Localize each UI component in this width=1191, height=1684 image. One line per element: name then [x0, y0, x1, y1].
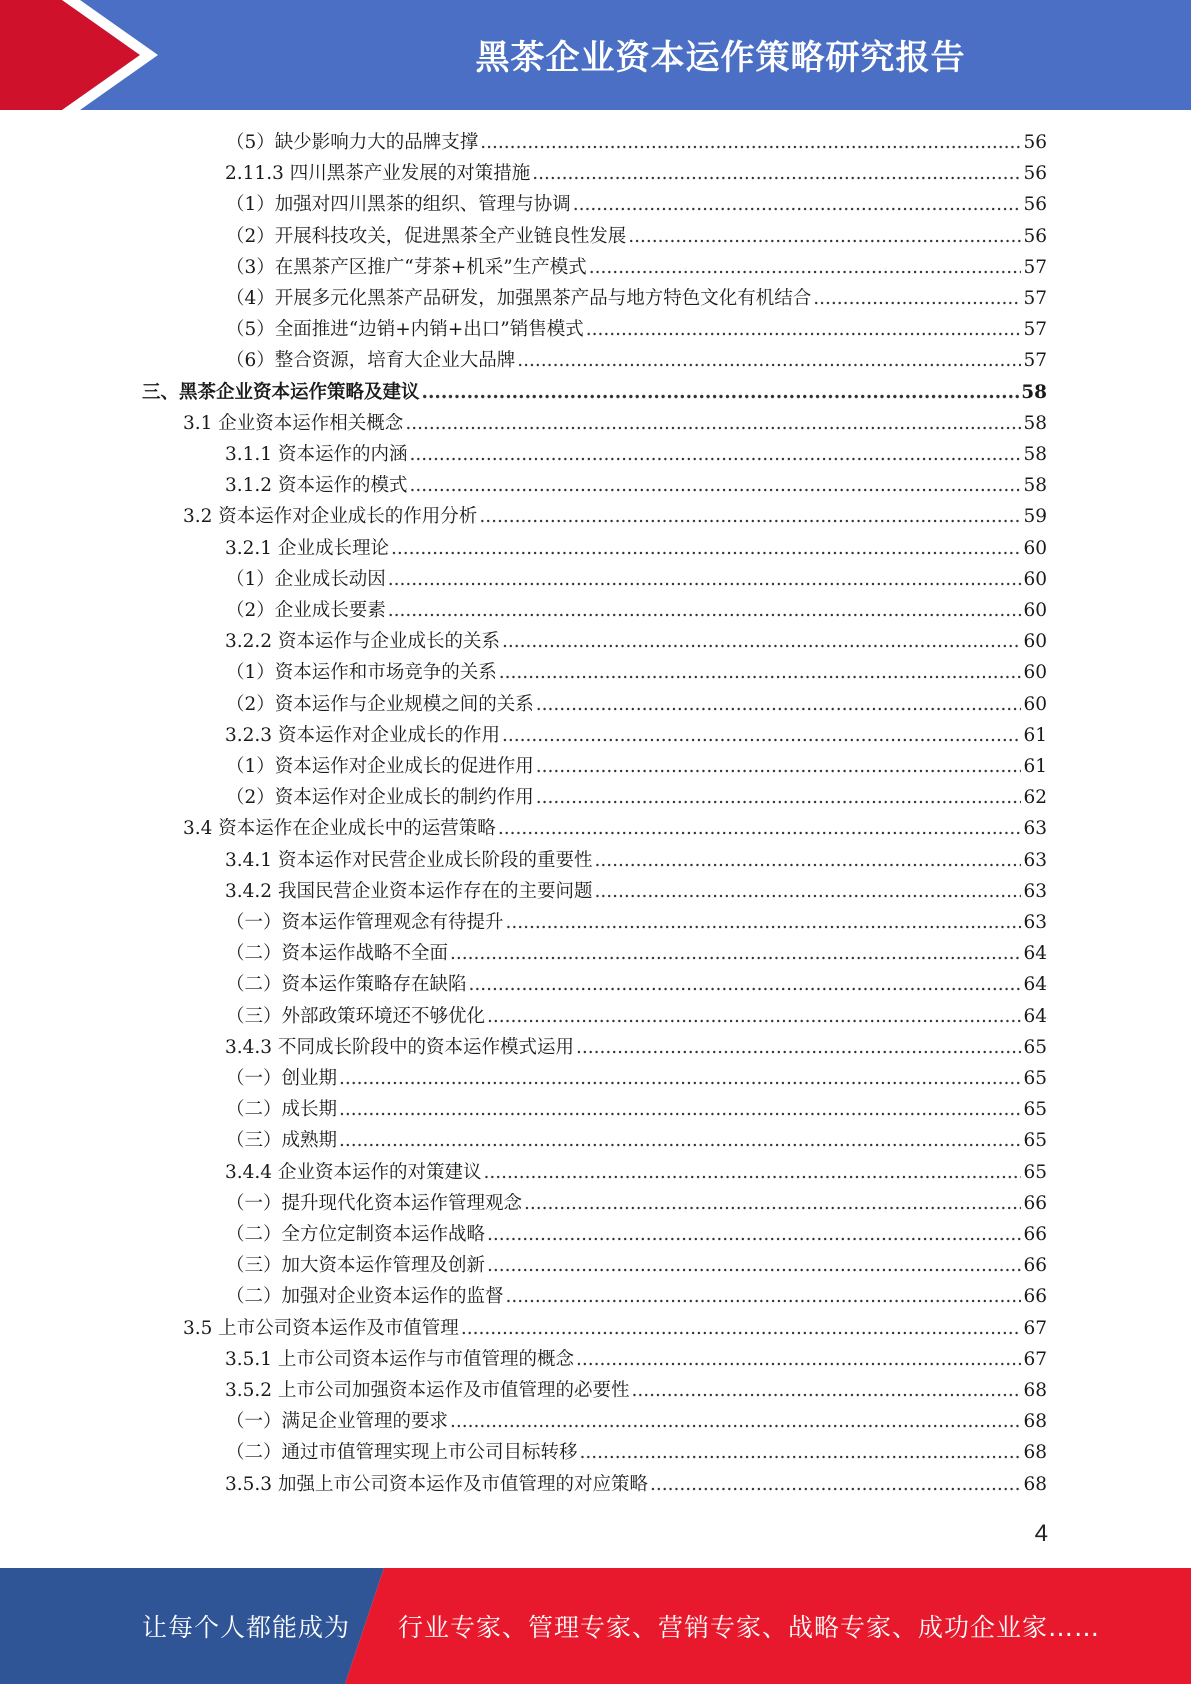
toc-entry[interactable]	[226, 1219, 1047, 1250]
toc-entry-title: （三）外部政策环境还不够优化	[226, 1005, 486, 1027]
toc-dot-leader	[532, 158, 1021, 189]
toc-entry[interactable]	[225, 876, 1047, 907]
toc-entry-page: 58	[1023, 475, 1047, 497]
toc-entry[interactable]	[226, 1437, 1047, 1468]
toc-dot-leader	[480, 127, 1021, 158]
toc-entry-page: 67	[1023, 1348, 1047, 1370]
toc-entry-title: （一）创业期	[226, 1068, 338, 1089]
toc-entry-title: （一）提升现代化资本运作管理观念	[226, 1192, 523, 1214]
toc-dot-leader	[813, 283, 1021, 314]
toc-dot-leader	[339, 1125, 1021, 1156]
toc-dot-leader	[536, 751, 1022, 782]
toc-entry[interactable]	[226, 252, 1047, 283]
toc-entry[interactable]	[225, 533, 1047, 564]
footer-slogan-left: 让每个人都能成为	[142, 1613, 351, 1642]
toc-entry-title: （4）开展多元化黑茶产品研发，加强黑茶产品与地方特色文化有机结合	[226, 288, 812, 309]
toc-entry-page: 68	[1023, 1411, 1047, 1433]
toc-entry-title: 2.11.3 四川黑茶产业发展的对策措施	[225, 163, 531, 185]
toc-dot-leader	[517, 345, 1021, 376]
toc-entry-title: （1）资本运作对企业成长的促进作用	[226, 756, 534, 777]
toc-entry-page: 63	[1023, 880, 1047, 902]
toc-dot-leader	[487, 1219, 1021, 1250]
toc-entry-title: （2）开展科技攻关，促进黑茶全产业链良性发展	[226, 225, 627, 247]
toc-entry-title: （二）成长期	[226, 1099, 338, 1121]
toc-entry-page: 67	[1023, 1317, 1047, 1339]
toc-entry[interactable]	[225, 439, 1047, 470]
toc-entry-title: 3.5.3 加强上市公司资本运作及市值管理的对应策略	[225, 1473, 648, 1495]
toc-entry[interactable]	[183, 813, 1047, 844]
toc-entry-page: 56	[1023, 194, 1047, 216]
toc-entry-title: 3.2.1 企业成长理论	[225, 537, 389, 559]
toc-entry[interactable]	[225, 1469, 1047, 1500]
toc-entry[interactable]	[226, 751, 1047, 782]
toc-entry-page: 65	[1023, 1130, 1047, 1152]
toc-entry[interactable]	[226, 127, 1047, 158]
toc-entry-title: （三）成熟期	[226, 1130, 338, 1152]
toc-dot-leader	[536, 782, 1022, 813]
page-footer	[0, 1568, 1191, 1684]
toc-dot-leader	[502, 720, 1021, 751]
toc-entry-page: 60	[1023, 600, 1047, 621]
toc-dot-leader	[536, 689, 1022, 720]
toc-dot-leader	[580, 1437, 1022, 1468]
toc-entry-page: 66	[1023, 1255, 1047, 1277]
toc-entry-page: 58	[1023, 412, 1047, 434]
toc-dot-leader	[450, 1406, 1021, 1437]
toc-entry-page: 68	[1023, 1473, 1047, 1495]
toc-entry[interactable]	[226, 1406, 1047, 1437]
toc-entry[interactable]	[225, 1344, 1047, 1375]
toc-entry-title: （1）加强对四川黑茶的组织、管理与协调	[226, 194, 571, 216]
toc-entry[interactable]	[226, 221, 1047, 252]
toc-entry-title: 3.1.2 资本运作的模式	[225, 475, 408, 497]
footer-slogan-right: 行业专家、管理专家、营销专家、战略专家、成功企业家……	[398, 1613, 1101, 1642]
toc-entry[interactable]	[226, 1250, 1047, 1281]
toc-entry-title: （二）全方位定制资本运作战略	[226, 1224, 486, 1245]
toc-entry-page: 56	[1023, 225, 1047, 247]
toc-entry-title: 3.4.1 资本运作对民营企业成长阶段的重要性	[225, 849, 593, 871]
toc-entry-title: 三、黑茶企业资本运作策略及建议	[142, 381, 420, 403]
toc-entry-page: 68	[1023, 1380, 1047, 1401]
toc-entry-page: 58	[1021, 381, 1047, 403]
toc-dot-leader	[576, 1344, 1021, 1375]
toc-dot-leader	[487, 1001, 1021, 1032]
toc-entry-title: （二）资本运作策略存在缺陷	[226, 974, 467, 996]
toc-entry-page: 57	[1023, 319, 1047, 341]
toc-dot-leader	[450, 938, 1021, 969]
toc-entry-page: 66	[1023, 1192, 1047, 1214]
toc-entry[interactable]	[226, 595, 1047, 626]
toc-entry-title: 3.5.1 上市公司资本运作与市值管理的概念	[225, 1348, 574, 1370]
toc-dot-leader	[498, 813, 1022, 844]
toc-entry[interactable]	[226, 345, 1047, 376]
toc-entry[interactable]	[183, 1313, 1047, 1344]
toc-entry-page: 59	[1023, 506, 1047, 528]
toc-entry[interactable]	[226, 283, 1047, 314]
toc-dot-leader	[506, 1281, 1022, 1312]
toc-entry-page: 64	[1023, 1005, 1047, 1027]
toc-entry-title: 3.2 资本运作对企业成长的作用分析	[183, 506, 478, 528]
toc-entry[interactable]	[226, 189, 1047, 220]
toc-dot-leader	[650, 1469, 1021, 1500]
toc-entry-title: 3.5 上市公司资本运作及市值管理	[183, 1317, 459, 1339]
toc-entry-title: （一）满足企业管理的要求	[226, 1411, 449, 1433]
toc-entry-page: 62	[1023, 787, 1047, 809]
toc-entry[interactable]	[226, 1125, 1047, 1156]
toc-dot-leader	[339, 1063, 1021, 1094]
toc-entry-title: （2）资本运作对企业成长的制约作用	[226, 787, 534, 809]
toc-entry-page: 65	[1023, 1161, 1047, 1183]
toc-entry[interactable]	[225, 470, 1047, 501]
toc-entry[interactable]	[225, 1032, 1047, 1063]
toc-dot-leader	[573, 189, 1022, 220]
toc-entry-page: 68	[1023, 1442, 1047, 1464]
toc-entry-title: （二）资本运作战略不全面	[226, 943, 449, 965]
toc-entry[interactable]	[226, 1063, 1047, 1094]
toc-dot-leader	[576, 1032, 1021, 1063]
toc-entry-title: （5）缺少影响力大的品牌支撑	[226, 132, 479, 153]
toc-entry[interactable]	[225, 1157, 1047, 1188]
toc-dot-leader	[461, 1313, 1022, 1344]
toc-entry[interactable]	[226, 938, 1047, 969]
toc-entry-page: 58	[1023, 444, 1047, 465]
toc-entry[interactable]	[225, 720, 1047, 751]
toc-entry-page: 56	[1023, 132, 1047, 153]
toc-entry-page: 63	[1023, 849, 1047, 871]
toc-dot-leader	[388, 595, 1022, 626]
toc-entry-page: 60	[1023, 662, 1047, 684]
toc-dot-leader	[499, 657, 1022, 688]
toc-entry-title: （1）企业成长动因	[226, 568, 386, 590]
toc-dot-leader	[405, 408, 1021, 439]
page-number: 4	[1034, 1520, 1048, 1547]
toc-entry[interactable]	[142, 377, 1047, 408]
toc-entry[interactable]	[226, 564, 1047, 595]
toc-dot-leader	[594, 845, 1021, 876]
toc-entry-title: 3.2.2 资本运作与企业成长的关系	[225, 631, 500, 653]
toc-entry-title: （2）资本运作与企业规模之间的关系	[226, 693, 534, 715]
toc-entry[interactable]	[226, 969, 1047, 1000]
toc-entry-title: 3.4 资本运作在企业成长中的运营策略	[183, 818, 496, 840]
toc-entry-page: 63	[1023, 818, 1047, 840]
toc-entry-title: （二）加强对企业资本运作的监督	[226, 1286, 504, 1308]
toc-dot-leader	[479, 501, 1021, 532]
toc-entry-title: 3.2.3 资本运作对企业成长的作用	[225, 724, 500, 746]
toc-dot-leader	[487, 1250, 1021, 1281]
toc-entry-title: （5）全面推进“边销+内销+出口”销售模式	[226, 319, 584, 341]
toc-entry-page: 60	[1023, 631, 1047, 653]
toc-dot-leader	[409, 439, 1021, 470]
toc-entry-page: 60	[1023, 693, 1047, 715]
toc-entry-title: 3.5.2 上市公司加强资本运作及市值管理的必要性	[225, 1380, 630, 1401]
toc-entry-page: 57	[1023, 350, 1047, 372]
toc-entry-title: （1）资本运作和市场竞争的关系	[226, 662, 497, 684]
toc-entry-page: 56	[1023, 163, 1047, 185]
toc-entry-page: 66	[1023, 1224, 1047, 1245]
page-header	[0, 0, 1191, 110]
toc-entry-page: 60	[1023, 537, 1047, 559]
toc-entry-title: （一）资本运作管理观念有待提升	[226, 912, 504, 933]
toc-entry-page: 65	[1023, 1099, 1047, 1121]
toc-entry-page: 57	[1023, 256, 1047, 278]
toc-entry-title: 3.1 企业资本运作相关概念	[183, 412, 404, 434]
toc-entry[interactable]	[225, 845, 1047, 876]
toc-dot-leader	[628, 221, 1021, 252]
toc-dot-leader	[422, 377, 1020, 408]
toc-entry[interactable]	[226, 1188, 1047, 1219]
toc-entry-page: 64	[1023, 943, 1047, 965]
toc-entry[interactable]	[226, 657, 1047, 688]
toc-dot-leader	[594, 876, 1021, 907]
toc-dot-leader	[506, 907, 1022, 938]
toc-entry-title: 3.1.1 资本运作的内涵	[225, 444, 408, 465]
toc-entry[interactable]	[225, 1375, 1047, 1406]
toc-entry[interactable]	[225, 626, 1047, 657]
toc-entry[interactable]	[226, 689, 1047, 720]
toc-entry[interactable]	[226, 1094, 1047, 1125]
toc-entry-title: （2）企业成长要素	[226, 600, 386, 621]
toc-dot-leader	[391, 533, 1021, 564]
toc-entry[interactable]	[225, 158, 1047, 189]
toc-entry-title: （3）在黑茶产区推广“芽茶+机采”生产模式	[226, 256, 587, 278]
toc-dot-leader	[388, 564, 1022, 595]
toc-entry-title: （6）整合资源，培育大企业大品牌	[226, 350, 516, 372]
toc-dot-leader	[502, 626, 1021, 657]
toc-entry-title: 3.4.3 不同成长阶段中的资本运作模式运用	[225, 1036, 574, 1058]
toc-entry[interactable]	[226, 1001, 1047, 1032]
toc-entry-page: 64	[1023, 974, 1047, 996]
report-title: 黑茶企业资本运作策略研究报告	[475, 38, 966, 78]
toc-dot-leader	[631, 1375, 1021, 1406]
toc-entry-title: （二）通过市值管理实现上市公司目标转移	[226, 1442, 578, 1464]
toc-entry-page: 57	[1023, 288, 1047, 309]
toc-dot-leader	[469, 969, 1022, 1000]
toc-entry[interactable]	[183, 408, 1047, 439]
toc-entry-title: （三）加大资本运作管理及创新	[226, 1255, 486, 1277]
toc-entry-page: 61	[1023, 756, 1047, 777]
toc-entry-page: 63	[1023, 912, 1047, 933]
toc-entry-page: 60	[1023, 568, 1047, 590]
toc-dot-leader	[339, 1094, 1021, 1125]
toc-entry[interactable]	[226, 314, 1047, 345]
toc-dot-leader	[589, 252, 1022, 283]
toc-entry-page: 61	[1023, 724, 1047, 746]
toc-entry-title: 3.4.2 我国民营企业资本运作存在的主要问题	[225, 880, 593, 902]
toc-entry-page: 65	[1023, 1068, 1047, 1089]
toc-entry[interactable]	[226, 782, 1047, 813]
toc-dot-leader	[524, 1188, 1021, 1219]
toc-dot-leader	[483, 1157, 1021, 1188]
toc-dot-leader	[586, 314, 1022, 345]
toc-entry[interactable]	[183, 501, 1047, 532]
toc-entry[interactable]	[226, 907, 1047, 938]
toc-entry-page: 65	[1023, 1036, 1047, 1058]
toc-entry-page: 66	[1023, 1286, 1047, 1308]
toc-entry-title: 3.4.4 企业资本运作的对策建议	[225, 1161, 482, 1183]
toc-dot-leader	[409, 470, 1021, 501]
toc-entry[interactable]	[226, 1281, 1047, 1312]
